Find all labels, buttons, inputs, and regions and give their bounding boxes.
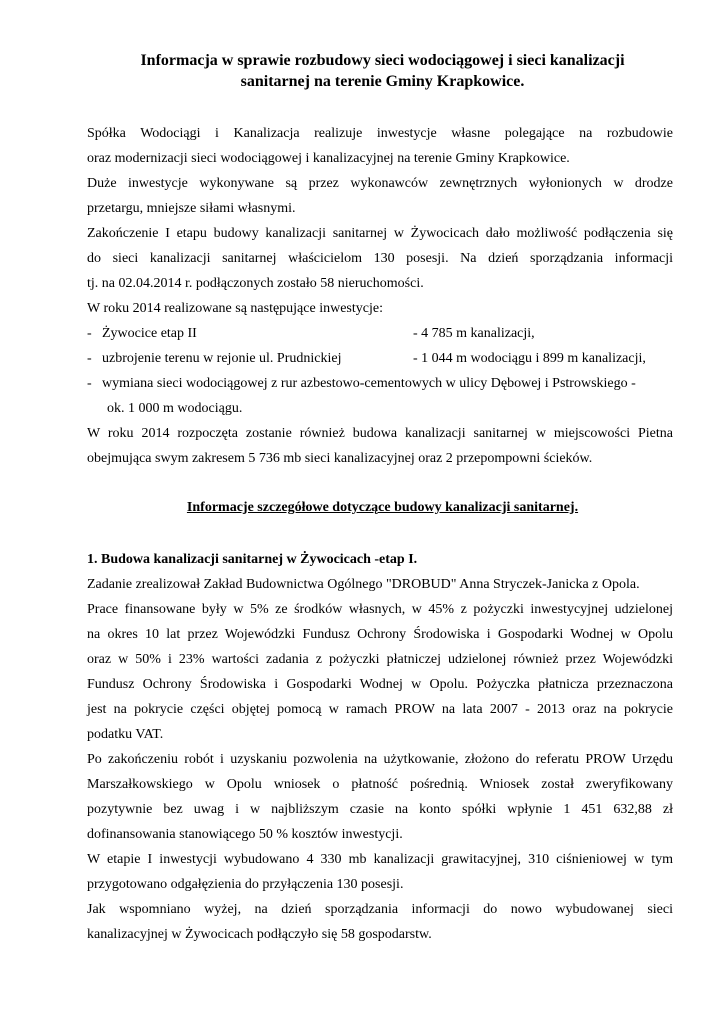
list-dash: -: [87, 351, 92, 366]
intro-line: przetargu, mniejsze siłami własnymi.: [87, 201, 296, 216]
pietna-line: W roku 2014 rozpoczęta zostanie również budowa kanalizacji sanitarnej w miejscowości Pietna: [87, 426, 673, 441]
intro-line: oraz modernizacji sieci wodociągowej i kanalizacyjnej na terenie Gminy Krapkowice.: [87, 151, 570, 166]
pietna-line: obejmująca swym zakresem 5 736 mb sieci kanalizacyjnej oraz 2 przepompowni ścieków.: [87, 451, 593, 466]
document-title: [60, 50, 705, 92]
intro-line: Zakończenie I etapu budowy kanalizacji sanitarnej w Żywocicach dało możliwość podłączenia się: [87, 226, 673, 241]
section-1: [87, 547, 673, 947]
section-1-line: jest na pokrycie części objętej pomocą w ramach PROW na lata 2007 - 2013 oraz na pokrycie: [87, 702, 673, 717]
intro-section: [87, 121, 673, 471]
section-1-line: przygotowano odgałęzienia do przyłączenia 130 posesji.: [87, 877, 404, 892]
investment-value: - 1 044 m wodociągu i 899 m kanalizacji,: [413, 351, 646, 366]
section-1-line: Zadanie zrealizował Zakład Budownictwa Ogólnego "DROBUD" Anna Stryczek-Janicka z Opola.: [87, 577, 640, 592]
list-dash: -: [87, 376, 92, 391]
investment-name: Żywocice etap II: [102, 326, 197, 341]
investment-name: wymiana sieci wodociągowej z rur azbestowo-cementowych w ulicy Dębowej i Pstrowskiego -: [102, 376, 636, 391]
section-1-line: W etapie I inwestycji wybudowano 4 330 mb kanalizacji grawitacyjnej, 310 ciśnieniowej w tym: [87, 852, 673, 867]
intro-line: Spółka Wodociągi i Kanalizacja realizuje inwestycje własne polegające na rozbudowie: [87, 126, 673, 141]
investment-item: [87, 371, 673, 396]
details-heading: Informacje szczegółowe dotyczące budowy kanalizacji sanitarnej.: [186, 500, 579, 515]
section-1-line: pozytywnie bez uwag i w najbliższym czasie na konto spółki wpłynie 1 451 632,88 zł: [87, 802, 673, 817]
investment-continuation: ok. 1 000 m wodociągu.: [107, 401, 243, 416]
section-1-title: 1. Budowa kanalizacji sanitarnej w Żywocicach -etap I.: [87, 552, 418, 567]
section-1-line: Marszałkowskiego w Opolu wniosek o płatność pośrednią. Wniosek został zweryfikowany: [87, 777, 673, 792]
intro-line: do sieci kanalizacji sanitarnej właścicielom 130 posesji. Na dzień sporządzania informacji: [87, 251, 673, 266]
section-1-line: na okres 10 lat przez Wojewódzki Fundusz Ochrony Środowiska i Gospodarki Wodnej w Opolu: [87, 627, 673, 642]
section-1-line: oraz w 50% i 23% wartości zadania z pożyczki płatniczej udzielonej również przez Wojewódzki: [87, 652, 673, 667]
investment-name: uzbrojenie terenu w rejonie ul. Prudnickiej: [102, 351, 342, 366]
investment-item: [87, 321, 673, 346]
section-1-line: Prace finansowane były w 5% ze środków własnych, w 45% z pożyczki inwestycyjnej udzielonej: [87, 602, 673, 617]
title-line-2: sanitarnej na terenie Gminy Krapkowice.: [240, 73, 525, 90]
section-1-line: kanalizacyjnej w Żywocicach podłączyło się 58 gospodarstw.: [87, 927, 432, 942]
section-1-line: Jak wspomniano wyżej, na dzień sporządzania informacji do nowo wybudowanej sieci: [87, 902, 673, 917]
investment-value: - 4 785 m kanalizacji,: [413, 326, 535, 341]
section-1-line: dofinansowania stanowiącego 50 % kosztów inwestycji.: [87, 827, 403, 842]
intro-line: W roku 2014 realizowane są następujące inwestycje:: [87, 301, 383, 316]
section-1-line: Po zakończeniu robót i uzyskaniu pozwolenia na użytkowanie, złożono do referatu PROW Urzędu: [87, 752, 673, 767]
title-line-1: Informacja w sprawie rozbudowy sieci wodociągowej i sieci kanalizacji: [140, 52, 625, 69]
list-dash: -: [87, 326, 92, 341]
investment-item: [87, 346, 673, 371]
intro-line: Duże inwestycje wykonywane są przez wykonawców zewnętrznych wyłonionych w drodze: [87, 176, 673, 191]
section-1-line: Fundusz Ochrony Środowiska i Gospodarki Wodnej w Opolu. Pożyczka płatnicza przeznaczona: [87, 677, 673, 692]
section-1-line: podatku VAT.: [87, 727, 164, 742]
section-1-body: [87, 572, 673, 947]
intro-line: tj. na 02.04.2014 r. podłączonych zostało 58 nieruchomości.: [87, 276, 424, 291]
